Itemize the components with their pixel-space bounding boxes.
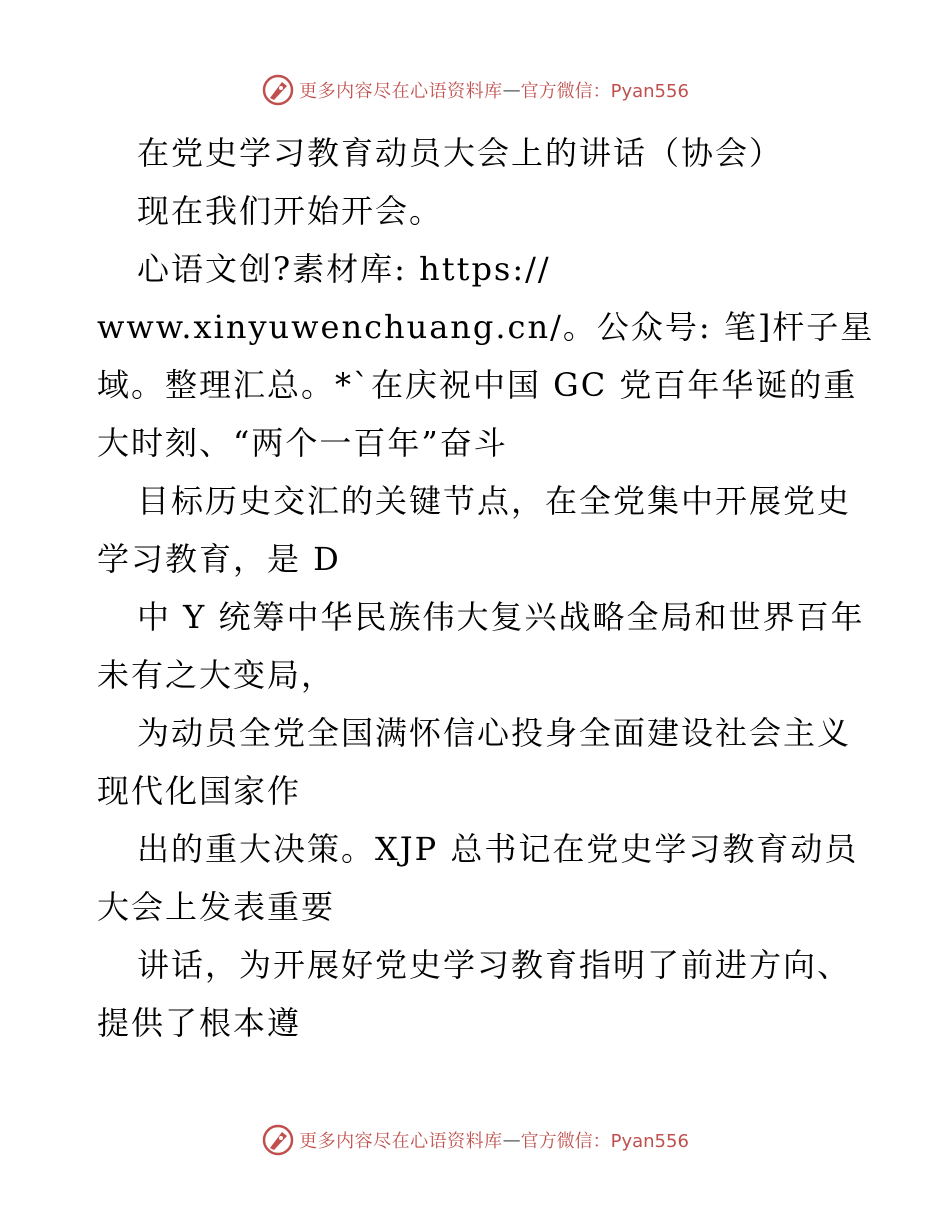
header-watermark (0, 70, 950, 110)
paragraph-line: 提供了根本遵 (97, 1004, 302, 1042)
footer-watermark (0, 1120, 950, 1160)
paragraph-line: 大会上发表重要 (97, 888, 336, 926)
paragraph-line: 现代化国家作 (97, 772, 302, 810)
document-body (97, 124, 875, 1052)
paragraph-line: 未有之大变局， (97, 656, 336, 694)
paragraph-line: 目标历史交汇的关键节点，在全党集中开展党史 (137, 482, 852, 520)
document-title: 在党史学习教育动员大会上的讲话（协会） (137, 134, 784, 172)
paragraph-line: 中 Y 统筹中华民族伟大复兴战略全局和世界百年 (137, 598, 865, 636)
footer-brand-text: 更多内容尽在心语资料库 (299, 1131, 503, 1152)
paragraph-line: 为动员全党全国满怀信心投身全面建设社会主义 (137, 714, 852, 752)
paragraph-line: 大时刻、“两个一百年”奋斗 (97, 424, 508, 462)
paragraph-line: 现在我们开始开会。 (137, 192, 444, 230)
footer-wechat-text: 官方微信：Pyan556 (520, 1131, 689, 1152)
footer-separator: — (502, 1129, 521, 1151)
paragraph-line: 域。整理汇总。*`在庆祝中国 GC 党百年华诞的重 (97, 366, 858, 404)
paragraph-line: 讲话，为开展好党史学习教育指明了前进方向、 (137, 946, 852, 984)
paragraph-line: www.xinyuwenchuang.cn/。公众号: 笔]杆子星 (97, 308, 875, 346)
paragraph-line: 出的重大决策。XJP 总书记在党史学习教育动员 (137, 830, 859, 868)
paragraph-line: 学习教育，是 D (97, 540, 341, 578)
pen-nib-logo-icon (261, 1123, 295, 1157)
header-separator: — (502, 79, 521, 101)
header-wechat-text: 官方微信：Pyan556 (520, 81, 689, 102)
header-brand-text: 更多内容尽在心语资料库 (299, 81, 503, 102)
pen-nib-logo-icon (261, 73, 295, 107)
paragraph-line: 心语文创?素材库: https:// (137, 250, 551, 288)
